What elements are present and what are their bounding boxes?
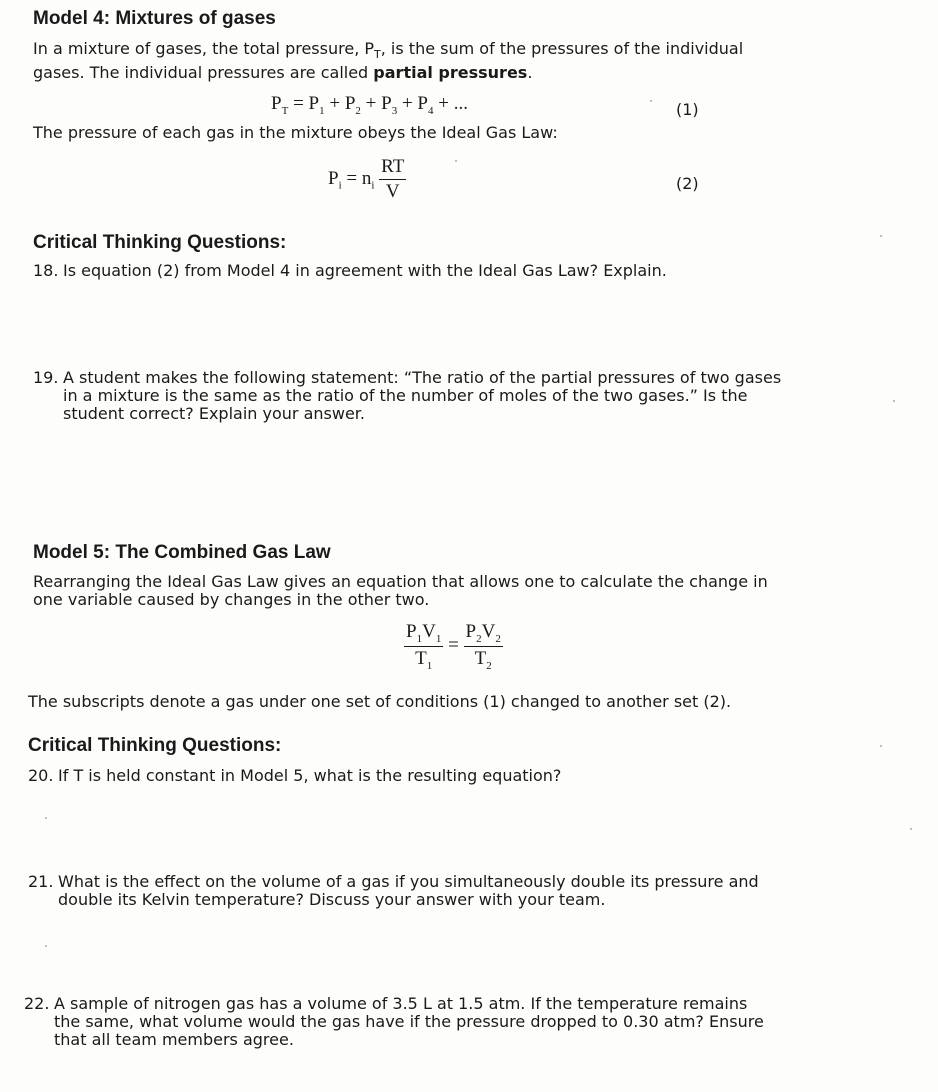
ctq-heading-1: Critical Thinking Questions: — [33, 232, 287, 253]
equation-1-label: (1) — [676, 100, 699, 119]
equation-combined-gas-law: $\frac{P_1V_1}{T_1}$ = $\frac{P_2V_2}{T_2}$ — [406, 621, 501, 672]
scan-speck — [880, 235, 882, 237]
model5-intro: Rearranging the Ideal Gas Law gives an equation that allows one to calculate the change in one variable caused by changes in the other two. — [33, 572, 768, 609]
model4-intro: In a mixture of gases, the total pressure, $P_T$, is the sum of the pressures of the individual gases. The individual pressures are called partial pressures. — [33, 39, 744, 83]
scan-speck — [910, 828, 912, 830]
equation-partial-pressure: $P_i = n_i$ $\frac{RT}{V}$ — [328, 156, 405, 202]
question-18: 18. Is equation (2) from Model 4 in agreement with the Ideal Gas Law? Explain. — [33, 261, 667, 280]
question-22: 22. A sample of nitrogen gas has a volume of 3.5 L at 1.5 atm. If the temperature remains the same, what volume would the gas have if the pressure dropped to 0.30 atm? Ensure that all team members agree. — [24, 994, 764, 1049]
model5-title: Model 5: The Combined Gas Law — [33, 542, 331, 563]
scan-speck — [880, 745, 882, 747]
question-20: 20. If T is held constant in Model 5, what is the resulting equation? — [28, 766, 562, 785]
question-19: 19. A student makes the following statement: “The ratio of the partial pressures of two gases in a mixture is the same as the ratio of the number of moles of the two gases.” Is the student correct? Explain your answer. — [33, 368, 782, 423]
ctq-heading-2: Critical Thinking Questions: — [28, 735, 282, 756]
question-21: 21. What is the effect on the volume of a gas if you simultaneously double its pressure and double its Kelvin temperature? Discuss your answer with your team. — [28, 872, 759, 909]
scan-speck — [45, 817, 47, 819]
equation-2-label: (2) — [676, 174, 699, 193]
model4-title: Model 4: Mixtures of gases — [33, 8, 276, 29]
scan-speck — [893, 400, 895, 402]
scan-speck — [45, 945, 47, 947]
scan-speck — [650, 100, 652, 102]
equation-total-pressure: $P_T = P_1 + P_2 + P_3 + P_4$ + ... — [271, 93, 468, 117]
scan-speck — [455, 160, 457, 162]
subscripts-note: The subscripts denote a gas under one set of conditions (1) changed to another set (2). — [28, 692, 732, 711]
ideal-gas-statement: The pressure of each gas in the mixture obeys the Ideal Gas Law: — [33, 123, 558, 142]
